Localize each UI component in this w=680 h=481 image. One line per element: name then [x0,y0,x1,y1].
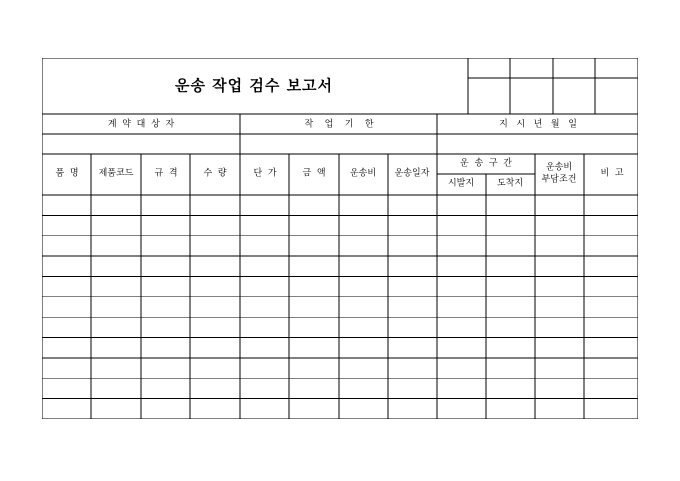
col-freight-terms-line2: 부담조건 [541,174,577,185]
col-product-code: 제품코드 [98,168,134,179]
col-amount: 금 액 [302,168,326,179]
col-spec: 규 격 [154,168,178,179]
inspection-report-form [42,58,638,419]
report-title: 운송 작업 검수 보고서 [174,76,334,95]
work-period-label: 작 업 기 한 [304,119,374,130]
col-remarks: 비 고 [600,168,624,179]
col-unit-price: 단 가 [253,168,277,179]
col-freight: 운송비 [349,168,377,179]
instruction-date-field[interactable] [437,134,638,154]
approval-boxes [468,58,638,114]
col-item-name: 품 명 [55,168,79,179]
col-freight-terms-line1: 운송비 [545,162,573,173]
col-transport-date: 운송일자 [394,168,430,179]
col-quantity: 수 량 [203,168,227,179]
instruction-date-label: 지 시 년 월 일 [499,119,577,130]
col-route: 운 송 구 간 [460,158,512,169]
col-origin: 시발지 [447,178,475,189]
contract-party-label: 계 약 대 상 자 [107,119,175,130]
work-period-field[interactable] [240,134,437,154]
col-destination: 도착지 [496,178,524,189]
contract-party-field[interactable] [42,134,240,154]
